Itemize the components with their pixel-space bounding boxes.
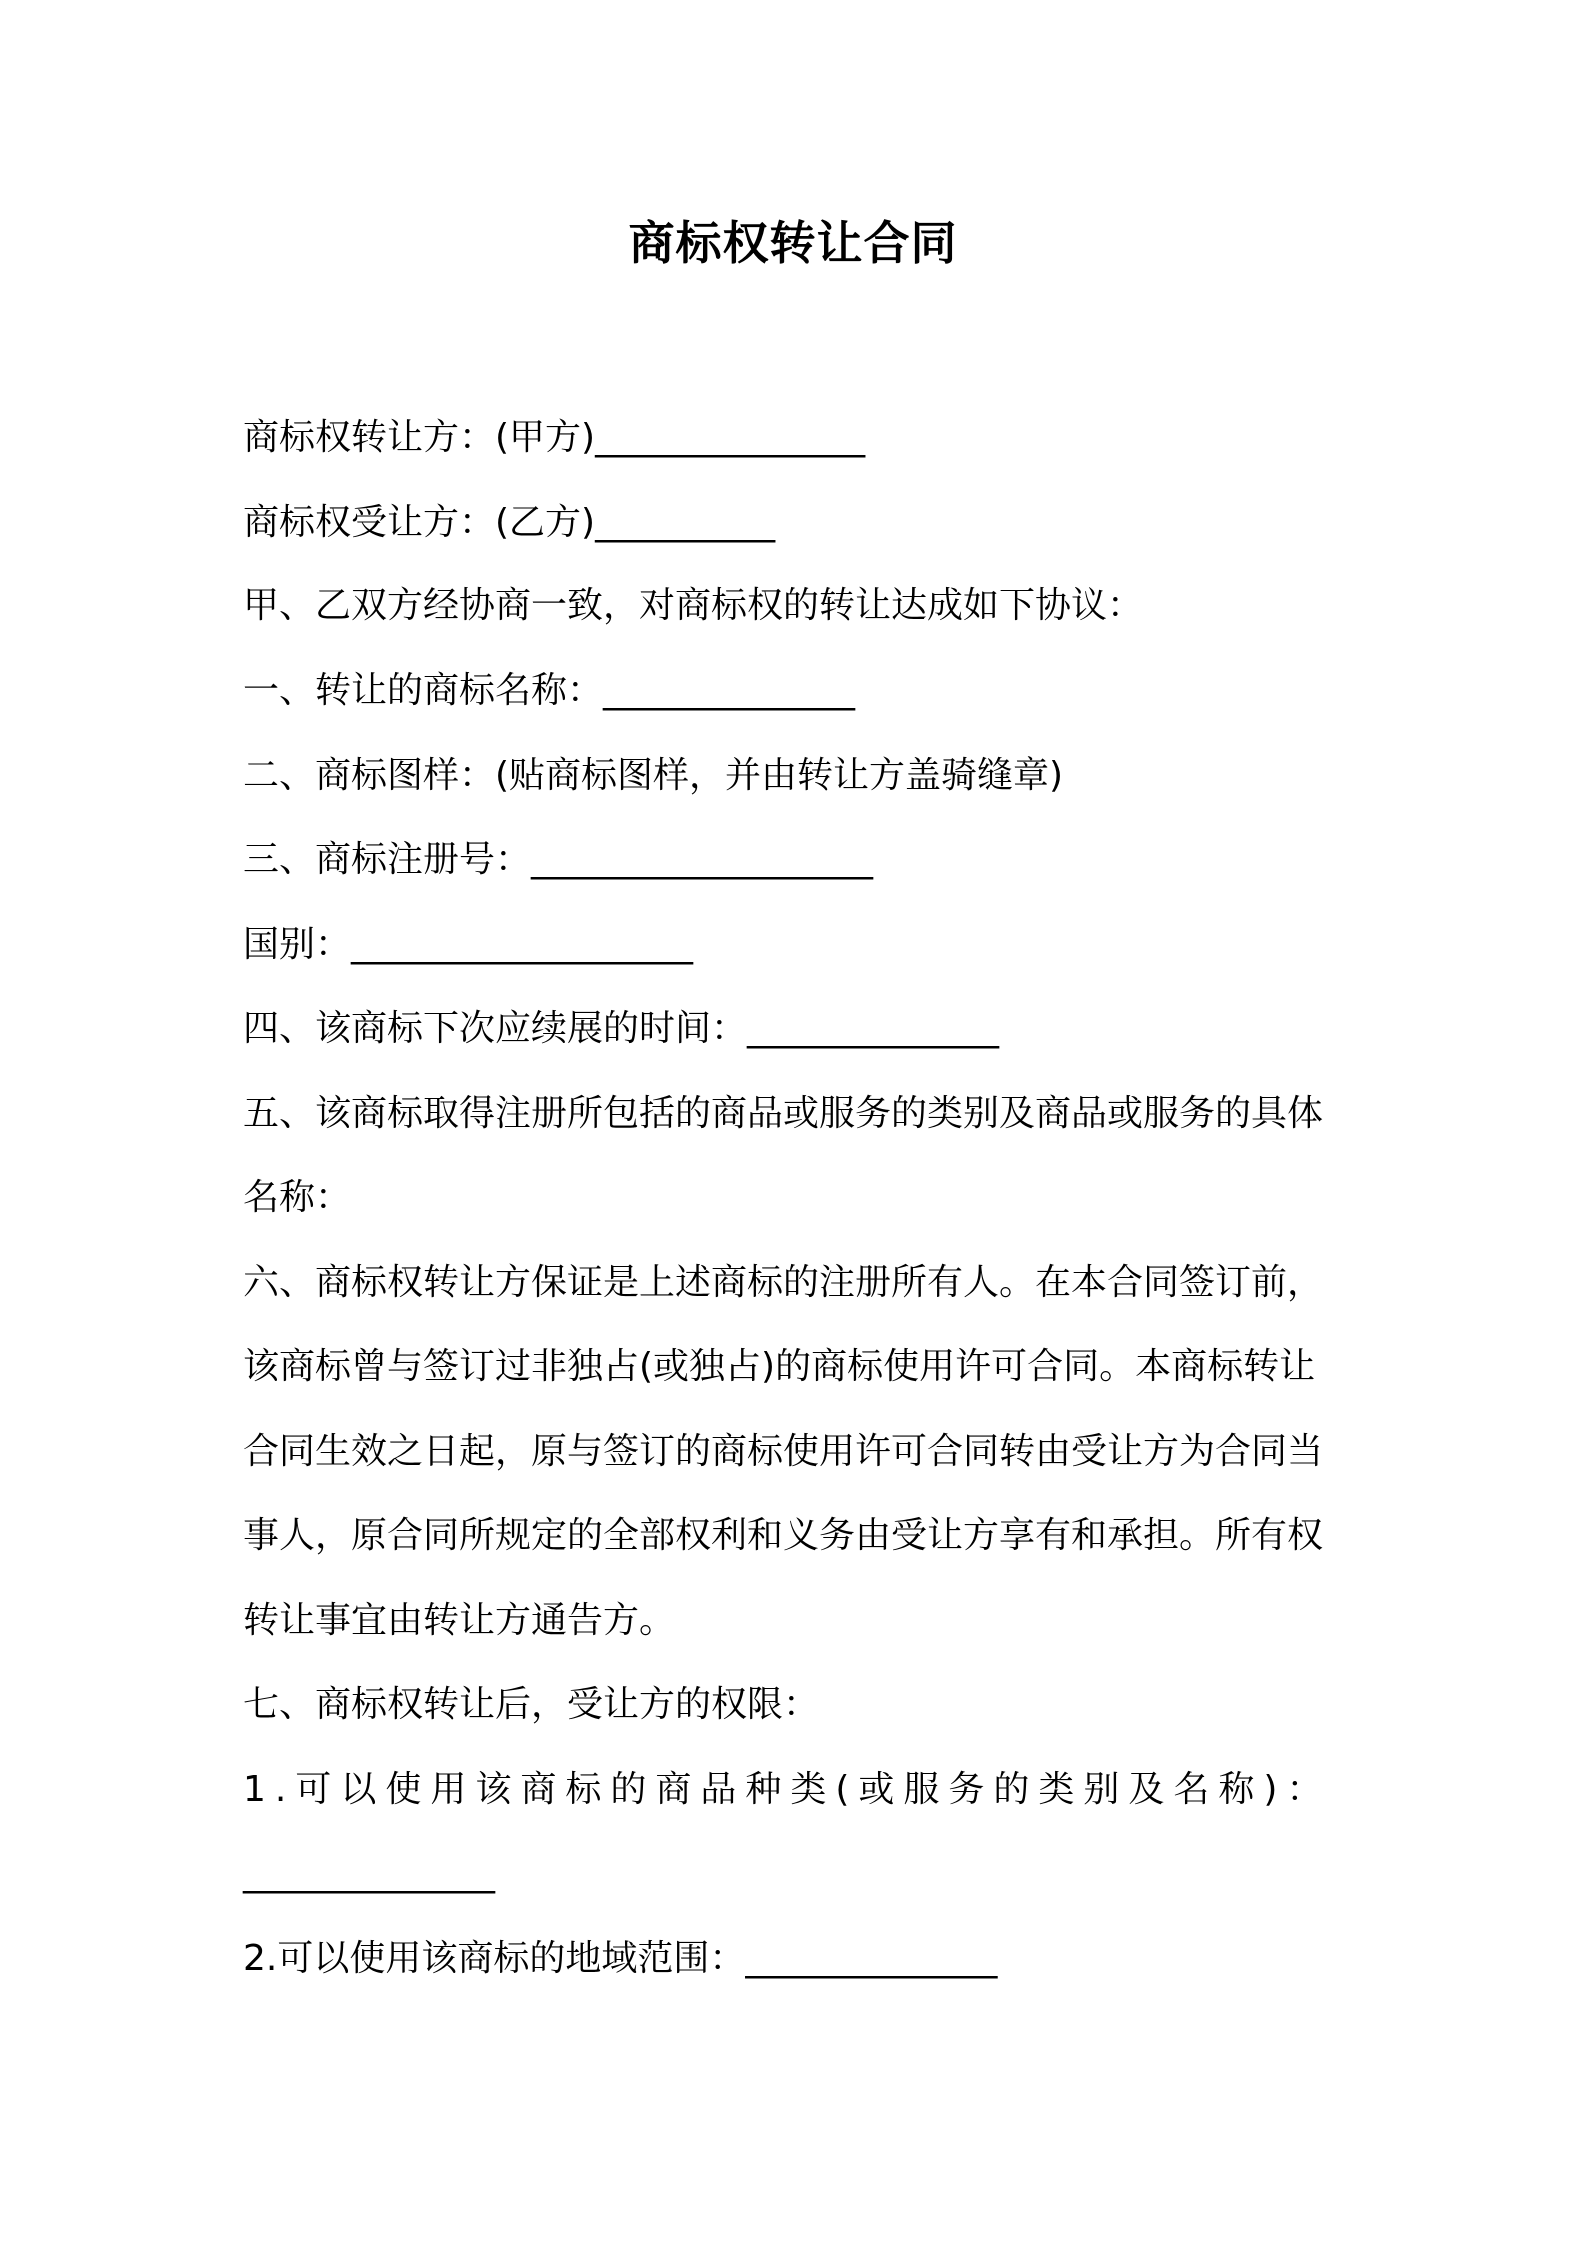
contract-title: 商标权转让合同: [628, 216, 958, 270]
agreement-intro: 甲、乙双方经协商一致，对商标权的转让达成如下协议：: [243, 585, 1144, 626]
clause-5-line-1: 五、该商标取得注册所包括的商品或服务的类别及商品或服务的具体: [243, 1093, 1324, 1134]
clause-1-trademark-name: 一、转让的商标名称：______________: [243, 670, 856, 711]
clause-7-item-2: 2.可以使用该商标的地域范围：______________: [243, 1938, 998, 1979]
clause-7-item-1: 1.可以使用该商标的商品种类(或服务的类别及名称)：: [243, 1769, 1332, 1810]
clause-7-item-1-blank: ______________: [243, 1853, 495, 1894]
transferor-line: 商标权转让方：(甲方)_______________: [243, 417, 866, 458]
clause-5-line-2: 名称：: [243, 1177, 352, 1218]
clause-6-line-2: 该商标曾与签订过非独占(或独占)的商标使用许可合同。本商标转让: [243, 1346, 1316, 1387]
clause-4-renewal-time: 四、该商标下次应续展的时间：______________: [243, 1008, 1000, 1049]
transferee-line: 商标权受让方：(乙方)__________: [243, 502, 776, 543]
clause-7-heading: 七、商标权转让后，受让方的权限：: [243, 1684, 820, 1725]
clause-3-registration-number: 三、商标注册号：___________________: [243, 839, 874, 880]
clause-2-trademark-sample: 二、商标图样：(贴商标图样，并由转让方盖骑缝章): [243, 755, 1064, 796]
clause-6-line-4: 事人，原合同所规定的全部权利和义务由受让方享有和承担。所有权: [243, 1515, 1324, 1556]
clause-6-line-1: 六、商标权转让方保证是上述商标的注册所有人。在本合同签订前，: [243, 1262, 1324, 1303]
clause-6-line-3: 合同生效之日起，原与签订的商标使用许可合同转由受让方为合同当: [243, 1431, 1324, 1472]
clause-6-line-5: 转让事宜由转让方通告方。: [243, 1600, 676, 1641]
country-line: 国别：___________________: [243, 924, 694, 965]
